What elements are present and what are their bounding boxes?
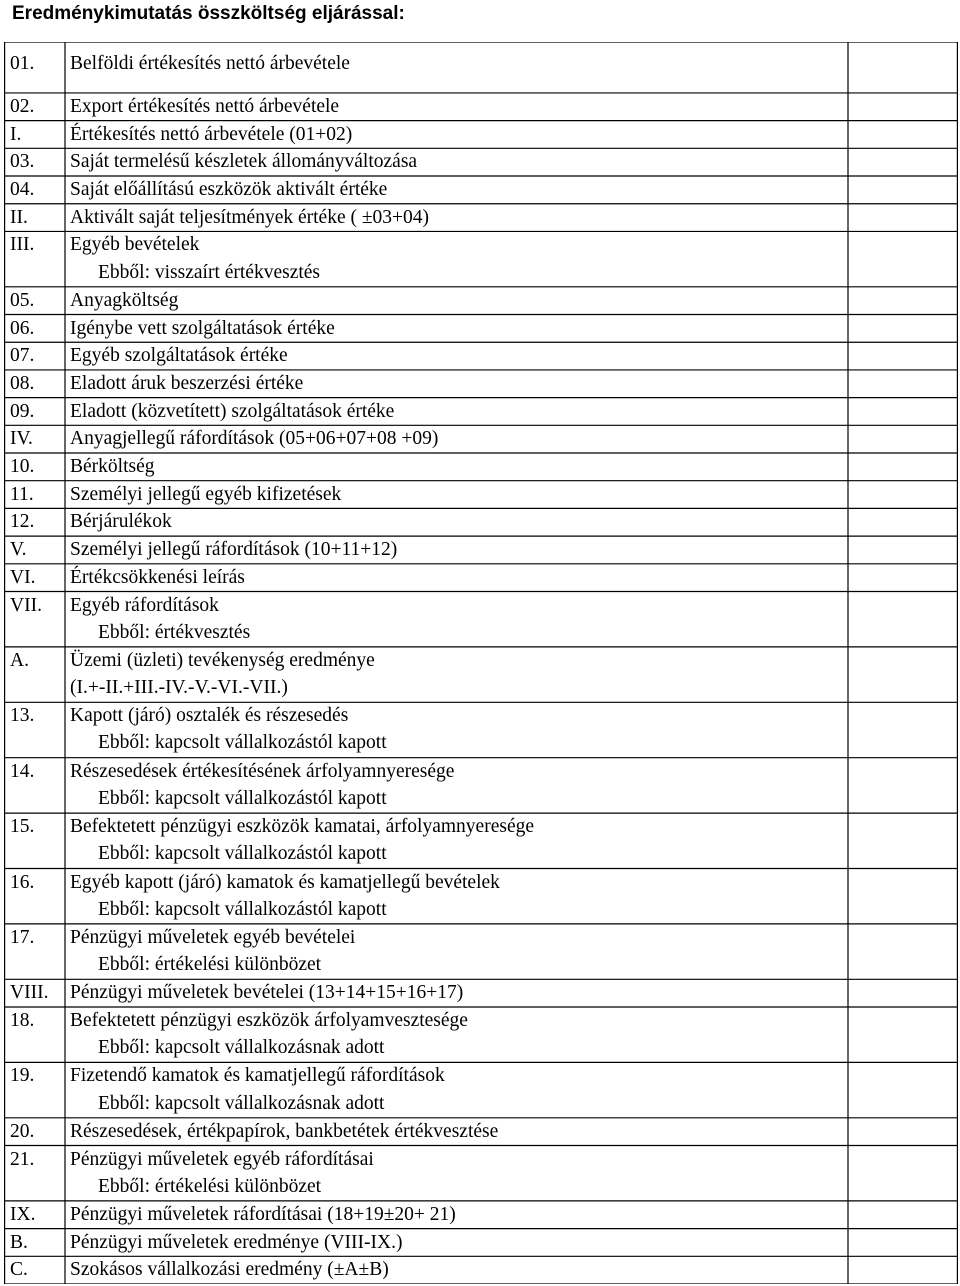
table-row [4, 1201, 958, 1229]
row-label-main: Részesedések, értékpapírok, bankbetétek értékvesztése [70, 1120, 499, 1142]
table-row [4, 508, 958, 536]
table-row [4, 564, 958, 592]
row-label-main: Üzemi (üzleti) tevékenység eredménye [70, 649, 375, 671]
table-row [4, 231, 958, 286]
row-label-sub: Ebből: visszaírt értékvesztés [98, 261, 321, 283]
row-code: VI. [10, 566, 36, 588]
row-label-sub: Ebből: értékelési különbözet [98, 1175, 322, 1197]
row-label-main: Pénzügyi műveletek ráfordításai (18+19±20+ 21) [70, 1203, 456, 1225]
row-label-sub: Ebből: kapcsolt vállalkozástól kapott [98, 787, 387, 809]
row-label-main: Kapott (járó) osztalék és részesedés [70, 705, 349, 727]
row-label-main: Pénzügyi műveletek eredménye (VIII-IX.) [70, 1231, 403, 1253]
row-code: 12. [10, 511, 35, 533]
row-label [70, 93, 339, 120]
row-code: C. [10, 1259, 28, 1281]
row-label [70, 453, 154, 480]
table-row [4, 315, 958, 343]
row-label-main: Egyéb szolgáltatások értéke [70, 345, 288, 367]
row-label-main: Befektetett pénzügyi eszközök kamatai, árfolyamnyeresége [70, 816, 535, 838]
row-label-main: Bérjárulékok [70, 511, 172, 533]
row-label-main: Fizetendő kamatok és kamatjellegű ráfordítások [70, 1065, 445, 1087]
document-title: Eredménykimutatás összköltség eljárással: [12, 3, 405, 24]
table-row [4, 204, 958, 232]
table-row [4, 1062, 958, 1117]
row-label-main: Saját termelésű készletek állományváltozása [70, 151, 418, 173]
row-label-main: Aktivált saját teljesítmények értéke ( ±03+04) [70, 206, 430, 228]
row-code: II. [10, 206, 28, 228]
row-label-main: Eladott (közvetített) szolgáltatások értéke [70, 400, 395, 422]
row-label [70, 1007, 468, 1061]
row-label-main: Igénybe vett szolgáltatások értéke [70, 317, 335, 339]
table-row [4, 398, 958, 426]
row-label-sub: Ebből: kapcsolt vállalkozástól kapott [98, 898, 387, 920]
row-code: 21. [10, 1148, 35, 1170]
row-label-sub: Ebből: kapcsolt vállalkozásnak adott [98, 1092, 385, 1114]
row-code: III. [10, 234, 35, 256]
table-row [4, 42, 958, 93]
row-label [70, 1062, 445, 1116]
row-label-main: Belföldi értékesítés nettó árbevétele [70, 53, 350, 74]
row-code: 02. [10, 95, 35, 117]
table-rows [4, 42, 958, 1284]
row-label-main: Anyagjellegű ráfordítások (05+06+07+08 +09) [70, 428, 439, 450]
table-row [4, 647, 958, 702]
row-label [70, 287, 178, 314]
table-row [4, 453, 958, 481]
row-code: V. [10, 539, 27, 561]
table-row [4, 813, 958, 868]
row-label [70, 148, 417, 175]
row-label-main: Egyéb bevételek [70, 234, 200, 256]
row-label [70, 398, 394, 425]
row-label-main: Anyagköltség [70, 289, 179, 311]
row-code: 07. [10, 345, 35, 367]
row-label-sub: Ebből: értékelési különbözet [98, 954, 322, 976]
row-label-main: Értékesítés nettó árbevétele (01+02) [70, 123, 353, 145]
row-code: 18. [10, 1010, 35, 1031]
table-row [4, 592, 958, 647]
table-row [4, 342, 958, 370]
row-code: 09. [10, 400, 35, 422]
row-label [70, 121, 352, 148]
row-label-main: Részesedések értékesítésének árfolyamnyeresége [70, 760, 455, 782]
table-row [4, 1229, 958, 1257]
row-label [70, 702, 387, 756]
row-label [70, 564, 245, 591]
row-label-main: Befektetett pénzügyi eszközök árfolyamvesztesége [70, 1010, 468, 1031]
row-label-main: Értékcsökkenési leírás [70, 566, 245, 588]
row-label [70, 1146, 374, 1200]
row-code: I. [10, 123, 22, 145]
row-label-main: Bérköltség [70, 456, 155, 477]
row-code: A. [10, 649, 29, 671]
row-label [70, 536, 397, 563]
row-label-main: Személyi jellegű ráfordítások (10+11+12) [70, 539, 398, 561]
row-label [70, 1229, 402, 1256]
row-code: 14. [10, 760, 35, 782]
row-label [70, 204, 429, 231]
table-row [4, 1118, 958, 1146]
row-label-sub: Ebből: értékvesztés [98, 621, 251, 643]
table-row [4, 287, 958, 315]
row-code: VIII. [10, 982, 49, 1004]
row-code: 13. [10, 705, 35, 727]
table-row [4, 148, 958, 176]
row-code: IV. [10, 428, 33, 450]
row-code: VII. [10, 594, 42, 616]
row-label [70, 1256, 389, 1283]
table-row [4, 176, 958, 204]
row-code: 05. [10, 289, 35, 311]
row-code: 03. [10, 151, 35, 173]
row-label [70, 176, 387, 203]
row-code: 10. [10, 456, 35, 477]
income-statement-table [4, 42, 958, 1284]
table-row [4, 1007, 958, 1062]
row-label [70, 813, 534, 867]
row-label [70, 50, 350, 77]
row-label [70, 425, 438, 452]
row-label-main: Pénzügyi műveletek egyéb bevételei [70, 926, 356, 948]
row-label [70, 1201, 456, 1228]
row-code: 08. [10, 372, 35, 394]
table-row [4, 758, 958, 813]
row-code: 11. [10, 483, 34, 505]
table-row [4, 536, 958, 564]
table-row [4, 702, 958, 757]
table-row [4, 1146, 958, 1201]
row-code: 16. [10, 871, 35, 893]
table-row [4, 93, 958, 121]
row-label-main: Eladott áruk beszerzési értéke [70, 372, 304, 394]
row-code: 20. [10, 1120, 35, 1142]
row-code: 04. [10, 179, 35, 201]
table-row [4, 481, 958, 509]
table-row [4, 425, 958, 453]
row-code: 17. [10, 926, 35, 948]
row-code: 19. [10, 1065, 35, 1087]
table-row [4, 924, 958, 979]
row-label [70, 1118, 498, 1145]
row-code: IX. [10, 1203, 36, 1225]
row-label [70, 979, 463, 1006]
row-label [70, 758, 454, 812]
row-label-main: Szokásos vállalkozási eredmény (±A±B) [70, 1259, 389, 1281]
row-label-sub: Ebből: kapcsolt vállalkozástól kapott [98, 843, 387, 865]
row-code: 15. [10, 816, 35, 838]
row-label-main: Személyi jellegű egyéb kifizetések [70, 483, 342, 505]
row-label [70, 869, 500, 923]
row-label-main: Egyéb ráfordítások [70, 594, 219, 616]
table-row [4, 1256, 958, 1284]
row-label [70, 342, 288, 369]
table-row [4, 979, 958, 1007]
row-label-main: Pénzügyi műveletek bevételei (13+14+15+16+17) [70, 982, 464, 1004]
row-label [70, 231, 320, 285]
row-label [70, 592, 250, 646]
row-label-main: Pénzügyi műveletek egyéb ráfordításai [70, 1148, 374, 1170]
row-label [70, 508, 172, 535]
row-label-main: Egyéb kapott (járó) kamatok és kamatjellegű bevételek [70, 871, 500, 893]
row-label-main: Saját előállítású eszközök aktivált értéke [70, 179, 388, 201]
table-row [4, 121, 958, 149]
table-row [4, 869, 958, 924]
row-code: 06. [10, 317, 35, 339]
row-label [70, 315, 335, 342]
row-label [70, 924, 355, 978]
row-label-main: Export értékesítés nettó árbevétele [70, 95, 340, 117]
row-code: 01. [10, 53, 35, 74]
row-label [70, 481, 341, 508]
row-label-sub: Ebből: kapcsolt vállalkozástól kapott [98, 732, 387, 754]
row-label [70, 370, 303, 397]
row-label [70, 647, 375, 701]
row-code: B. [10, 1231, 28, 1253]
row-label-sub: Ebből: kapcsolt vállalkozásnak adott [98, 1037, 385, 1059]
table-row [4, 370, 958, 398]
row-label-sub: (I.+-II.+III.-IV.-V.-VI.-VII.) [70, 677, 288, 699]
